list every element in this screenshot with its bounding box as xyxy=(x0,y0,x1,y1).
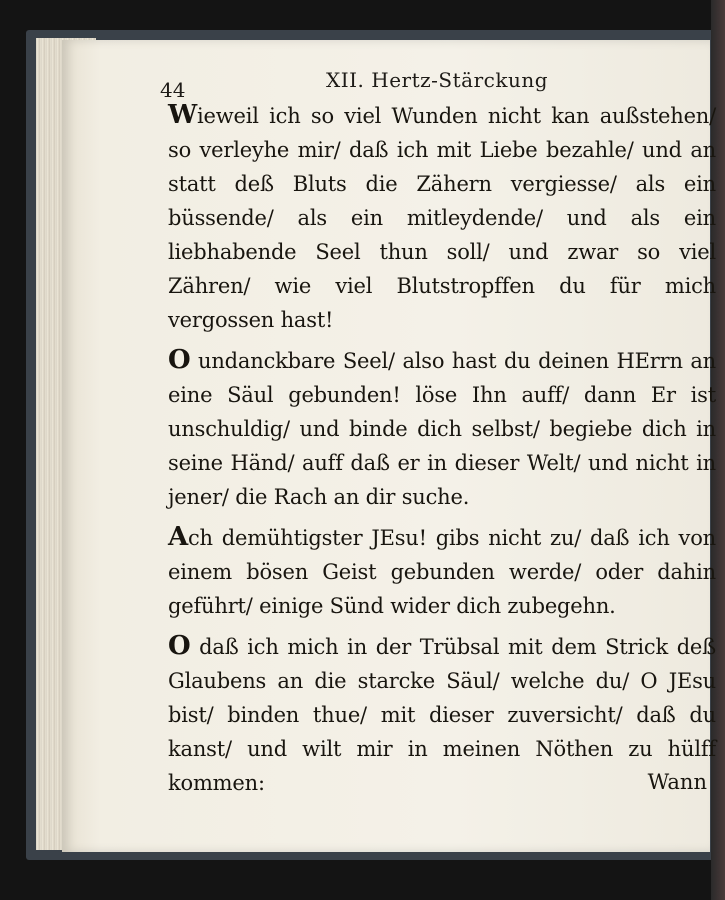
paragraph-3: Ach demühtigster JEsu! gibs nicht zu/ daß ich von einem bösen Geist gebunden werde/ oder dahin geführt/ einige Sünd wider dich zubegehn. xyxy=(168,522,716,618)
running-head-title: XII. Hertz-Stärckung xyxy=(326,68,549,92)
running-head xyxy=(160,68,700,102)
paragraph-4: O daß ich mich in der Trübsal mit dem Strick deß Glaubens an die starcke Säul/ welche du/ O JEsu bist/ binden thue/ mit dieser zuversicht/ daß du kanst/ und wilt mir in meinen Nöthen zu hülff kommen: xyxy=(168,631,716,795)
catchword: Wann xyxy=(647,770,707,794)
page-number: 44 xyxy=(160,78,186,102)
paragraph-1: Wieweil ich so viel Wunden nicht kan außstehen/ so verleyhe mir/ daß ich mit Liebe bezahle/ und an statt deß Bluts die Zähern vergiesse/ als ein büssende/ als ein mitleydende/ und als ein liebhabende Seel thun soll/ und zwar so viel Zähren/ wie viel Blutstropffen du für mich vergossen hast! xyxy=(168,100,716,332)
body-text xyxy=(168,98,716,806)
paragraph-2: O undanckbare Seel/ also hast du deinen HErrn an eine Säul gebunden! löse Ihn auff/ dann Er ist unschuldig/ und binde dich selbst/ begiebe dich in seine Händ/ auff daß er in dieser Welt/ und nicht in jener/ die Rach an dir suche. xyxy=(168,345,716,509)
